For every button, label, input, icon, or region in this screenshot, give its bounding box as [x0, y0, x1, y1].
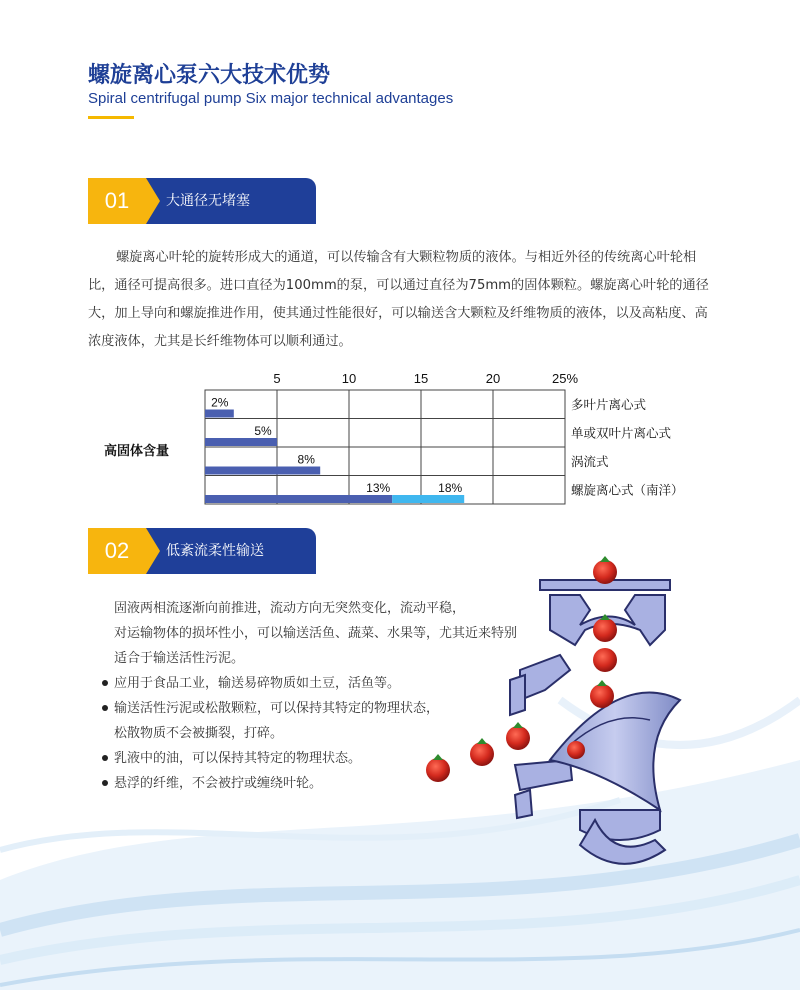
bar	[205, 495, 392, 503]
bar	[205, 467, 320, 475]
tick-label: 10	[341, 371, 357, 386]
intro-line: 适合于输送活性污泥。	[114, 651, 245, 666]
bar-highlight	[392, 495, 464, 503]
bullet-dot	[102, 705, 108, 711]
bullet-continuation: 松散物质不会被撕裂，打碎。	[114, 726, 284, 741]
category-label: 多叶片离心式	[571, 397, 647, 412]
tick-label: 25%	[551, 371, 579, 386]
section-1-paragraph: 螺旋离心叶轮的旋转形成大的通道，可以传输含有大颗粒物质的液体。与相近外径的传统离心叶轮相比，通径可提高很多。进口直径为100mm的泵，可以通过直径为75mm的固体颗粒。螺旋离心叶轮的通径大，加上导向和螺旋推进作用，使其通过性能很好，可以输送含大颗粒及纤维物质的液体，以及高粘度、高浓度液体，尤其是长纤维物体可以顺利通过。	[88, 250, 709, 349]
bullet-dot	[102, 780, 108, 786]
data-label: 18%	[438, 481, 463, 495]
section-1-header	[88, 178, 318, 224]
section-1-arrow	[146, 178, 160, 224]
bullet-text: 乳液中的油，可以保持其特定的物理状态。	[114, 751, 362, 766]
tomato-icon	[593, 560, 617, 584]
tomato-icon	[426, 758, 450, 782]
bullet-text: 输送活性污泥或松散颗粒，可以保持其特定的物理状态，	[114, 701, 440, 716]
intro-line: 对运输物体的损坏性小，可以输送活鱼、蔬菜、水果等，尤其近来特别	[114, 626, 518, 641]
section-2-header	[88, 528, 318, 574]
section-1-label: 大通径无堵塞	[166, 193, 250, 209]
spiral-pump-illustration	[420, 550, 720, 870]
section-1-number: 01	[88, 178, 146, 224]
category-label: 涡流式	[571, 454, 609, 469]
category-label: 螺旋离心式（南洋）	[571, 482, 684, 498]
intro-line: 固液两相流逐渐向前推进，流动方向无突然变化，流动平稳，	[114, 601, 466, 616]
bullet-text: 悬浮的纤维，不会被拧或缠绕叶轮。	[114, 776, 323, 791]
tomato-icon	[593, 618, 617, 642]
bullet-dot	[102, 680, 108, 686]
section-2-arrow	[146, 528, 160, 574]
tomato-icon	[506, 726, 530, 750]
tick-label: 5	[273, 371, 281, 386]
tick-label: 15	[413, 371, 429, 386]
tick-label: 20	[485, 371, 501, 386]
data-label: 2%	[211, 395, 229, 410]
data-label: 13%	[366, 481, 391, 495]
category-label: 单或双叶片离心式	[571, 425, 672, 441]
page-subtitle: Spiral centrifugal pump Six major technical advantages	[88, 90, 454, 107]
tomato-icon	[590, 684, 614, 708]
tomato-icon	[567, 741, 585, 759]
chart-y-label: 高固体含量	[104, 444, 170, 459]
tomato-icon	[470, 742, 494, 766]
data-label: 8%	[297, 452, 315, 467]
bar	[205, 410, 234, 418]
bar	[205, 438, 277, 446]
section-2-label: 低紊流柔性输送	[166, 543, 264, 559]
bullet-text: 应用于食品工业，输送易碎物质如土豆，活鱼等。	[114, 676, 401, 691]
page-title: 螺旋离心泵六大技术优势	[88, 63, 331, 88]
section-2-number: 02	[88, 528, 146, 574]
tomato-icon	[593, 648, 617, 672]
bullet-dot	[102, 755, 108, 761]
solids-content-chart	[200, 368, 700, 508]
data-label: 5%	[254, 424, 272, 438]
title-underline	[88, 116, 134, 119]
